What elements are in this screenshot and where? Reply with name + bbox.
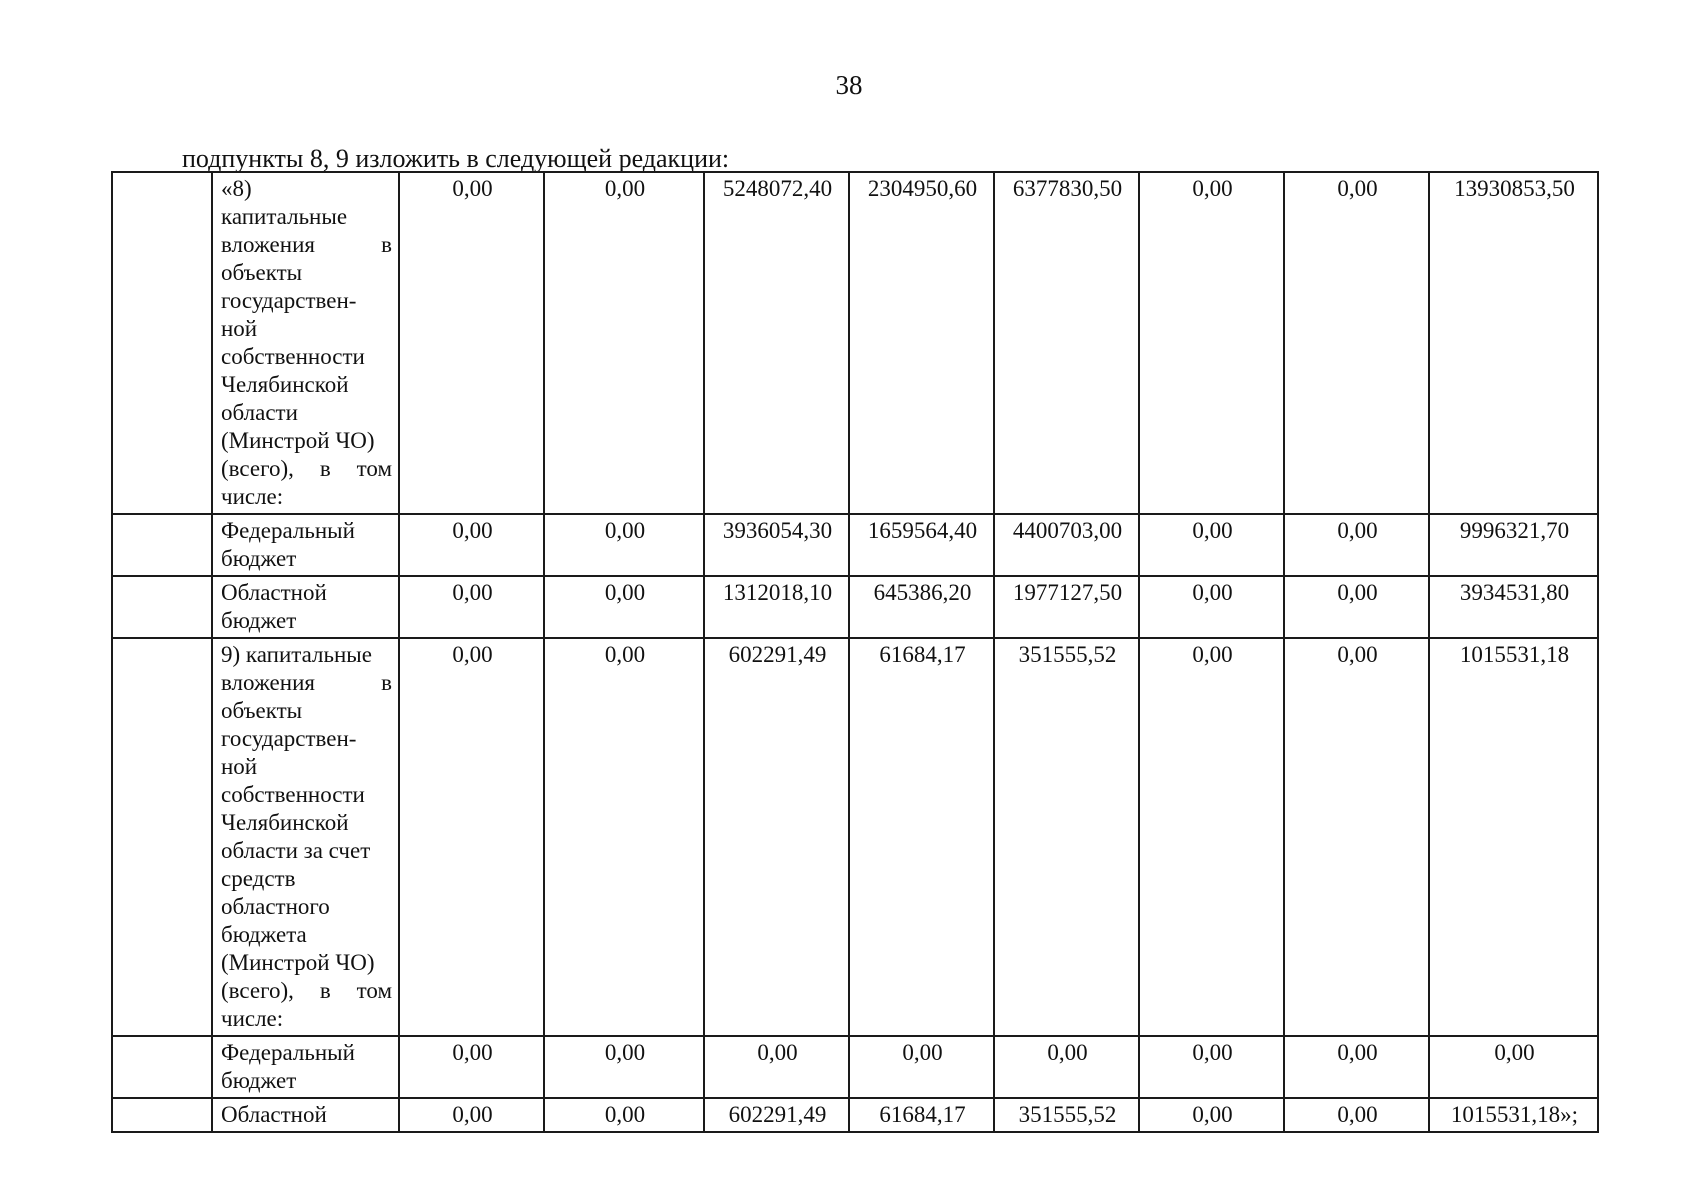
value-cell: 0,00	[1284, 514, 1429, 576]
description-line: (всего), в том	[221, 978, 392, 1003]
value-cell: 61684,17	[849, 1098, 994, 1132]
row-description-cell	[212, 1036, 399, 1098]
description-line: числе:	[221, 484, 284, 509]
value-cell: 2304950,60	[849, 172, 994, 514]
value-cell: 0,00	[1139, 514, 1284, 576]
description-line: объекты	[221, 260, 303, 285]
value-cell: 61684,17	[849, 638, 994, 1036]
description-line: области за счет	[221, 838, 371, 863]
value-cell: 0,00	[399, 638, 544, 1036]
description-line: вложения в	[221, 670, 392, 695]
value-cell: 0,00	[544, 576, 704, 638]
row-description-cell	[212, 514, 399, 576]
description-line: государствен-	[221, 288, 357, 313]
value-cell: 3936054,30	[704, 514, 849, 576]
description-line: собственности	[221, 344, 365, 369]
value-cell: 0,00	[704, 1036, 849, 1098]
description-line: бюджет	[221, 546, 297, 571]
description-line: Челябинской	[221, 810, 349, 835]
description-line: капитальные	[221, 204, 348, 229]
value-cell: 0,00	[399, 1098, 544, 1132]
description-line: бюджет	[221, 608, 297, 633]
value-cell: 9996321,70	[1429, 514, 1598, 576]
table-row	[112, 576, 1598, 638]
budget-table	[111, 171, 1599, 1133]
value-cell: 0,00	[399, 1036, 544, 1098]
description-line: области	[221, 400, 298, 425]
value-cell: 6377830,50	[994, 172, 1139, 514]
value-cell: 0,00	[399, 514, 544, 576]
row-index-cell	[112, 1036, 212, 1098]
row-index-cell	[112, 172, 212, 514]
value-cell: 0,00	[1284, 1098, 1429, 1132]
value-cell: 1015531,18»;	[1429, 1098, 1598, 1132]
table-row	[112, 1036, 1598, 1098]
value-cell: 0,00	[1429, 1036, 1598, 1098]
value-cell: 0,00	[1284, 1036, 1429, 1098]
value-cell: 0,00	[1139, 1098, 1284, 1132]
value-cell: 5248072,40	[704, 172, 849, 514]
value-cell: 0,00	[544, 1098, 704, 1132]
value-cell: 1015531,18	[1429, 638, 1598, 1036]
value-cell: 0,00	[1139, 638, 1284, 1036]
value-cell: 645386,20	[849, 576, 994, 638]
description-line: числе:	[221, 1006, 284, 1031]
description-line: (Минстрой ЧО)	[221, 428, 375, 453]
value-cell: 0,00	[849, 1036, 994, 1098]
value-cell: 0,00	[544, 638, 704, 1036]
value-cell: 4400703,00	[994, 514, 1139, 576]
value-cell: 351555,52	[994, 1098, 1139, 1132]
description-line: Федеральный	[221, 518, 355, 543]
description-line: (Минстрой ЧО)	[221, 950, 375, 975]
table-row	[112, 638, 1598, 1036]
value-cell: 0,00	[1284, 576, 1429, 638]
table-row	[112, 514, 1598, 576]
description-line: Областной	[221, 1102, 327, 1127]
row-index-cell	[112, 576, 212, 638]
row-description-cell	[212, 1098, 399, 1132]
description-line: бюджет	[221, 1068, 297, 1093]
description-line: Областной	[221, 580, 327, 605]
description-line: средств	[221, 866, 296, 891]
value-cell: 0,00	[399, 172, 544, 514]
value-cell: 0,00	[1284, 638, 1429, 1036]
row-index-cell	[112, 638, 212, 1036]
value-cell: 13930853,50	[1429, 172, 1598, 514]
table-row	[112, 1098, 1598, 1132]
value-cell: 0,00	[1139, 576, 1284, 638]
value-cell: 0,00	[399, 576, 544, 638]
row-index-cell	[112, 514, 212, 576]
description-line: (всего), в том	[221, 456, 392, 481]
description-line: бюджета	[221, 922, 307, 947]
value-cell: 0,00	[1284, 172, 1429, 514]
description-line: Челябинской	[221, 372, 349, 397]
intro-text: подпункты 8, 9 изложить в следующей редакции:	[182, 144, 730, 173]
value-cell: 1312018,10	[704, 576, 849, 638]
value-cell: 0,00	[544, 514, 704, 576]
row-index-cell	[112, 1098, 212, 1132]
value-cell: 3934531,80	[1429, 576, 1598, 638]
table-body	[112, 172, 1598, 1132]
value-cell: 0,00	[544, 172, 704, 514]
value-cell: 0,00	[1139, 172, 1284, 514]
description-line: собственности	[221, 782, 365, 807]
description-line: 9) капитальные	[221, 642, 372, 667]
description-line: Федеральный	[221, 1040, 355, 1065]
description-line: вложения в	[221, 232, 392, 257]
description-line: государствен-	[221, 726, 357, 751]
table-row	[112, 172, 1598, 514]
value-cell: 351555,52	[994, 638, 1139, 1036]
value-cell: 602291,49	[704, 638, 849, 1036]
value-cell: 0,00	[994, 1036, 1139, 1098]
description-line: объекты	[221, 698, 303, 723]
row-description-cell	[212, 576, 399, 638]
value-cell: 602291,49	[704, 1098, 849, 1132]
page-number: 38	[835, 70, 863, 100]
value-cell: 1977127,50	[994, 576, 1139, 638]
description-line: «8)	[221, 176, 252, 201]
row-description-cell	[212, 638, 399, 1036]
description-line: ной	[221, 316, 258, 341]
value-cell: 1659564,40	[849, 514, 994, 576]
description-line: ной	[221, 754, 258, 779]
description-line: областного	[221, 894, 330, 919]
value-cell: 0,00	[544, 1036, 704, 1098]
row-description-cell	[212, 172, 399, 514]
value-cell: 0,00	[1139, 1036, 1284, 1098]
